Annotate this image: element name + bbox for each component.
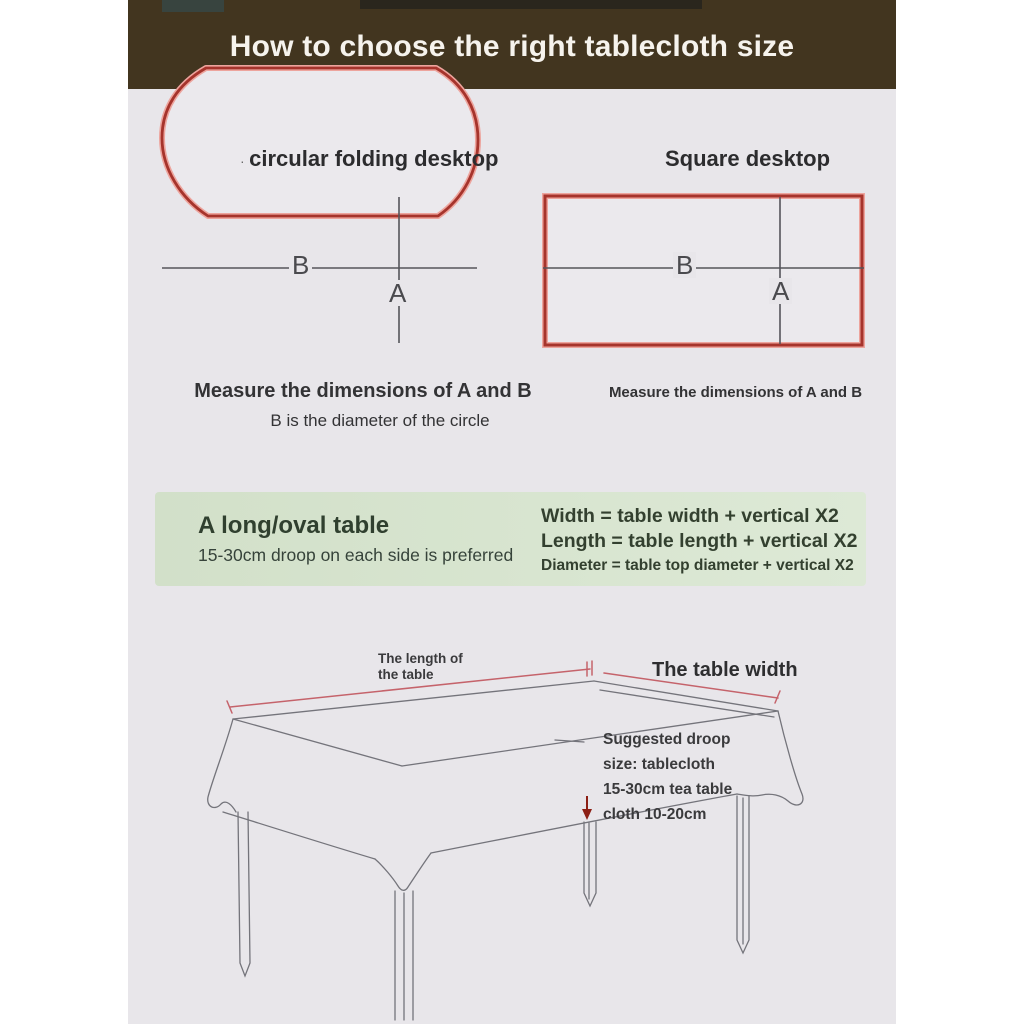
droop-note-line2: size: tablecloth [603, 756, 715, 773]
left-leg [238, 812, 250, 976]
formula-width: Width = table width + vertical X2 [541, 505, 839, 527]
oval-diagram-title-row [240, 146, 499, 172]
formula-length: Length = table length + vertical X2 [541, 530, 858, 552]
square-label-a: A [769, 278, 792, 304]
square-caption: Measure the dimensions of A and B [608, 384, 863, 401]
oval-table-diagram [162, 68, 478, 343]
back-middle-leg [584, 822, 596, 906]
droop-note-line4: cloth 10-20cm [603, 806, 707, 823]
oval-caption-line2: B is the diameter of the circle [270, 411, 490, 430]
formula-diameter: Diameter = table top diameter + vertical X2 [541, 557, 854, 574]
oval-caption-line1: Measure the dimensions of A and B [194, 380, 532, 402]
table-length-label [378, 651, 463, 683]
front-leg [395, 891, 413, 1020]
banner-formula-list [541, 504, 861, 578]
oval-label-a: A [386, 280, 409, 306]
right-leg [737, 796, 749, 953]
oval-diagram-title: circular folding desktop [249, 146, 499, 171]
square-table-diagram [543, 196, 864, 345]
table-length-label-line1: The length of [378, 651, 463, 666]
droop-note [603, 727, 732, 827]
banner-subtitle: 15-30cm droop on each side is preferred [198, 545, 514, 565]
droop-note-line1: Suggested droop [603, 731, 731, 748]
table-length-label-line2: the table [378, 667, 434, 682]
droop-note-line3: 15-30cm tea table [603, 781, 733, 798]
square-diagram-title: Square desktop [665, 146, 831, 171]
page-title: How to choose the right tablecloth size [229, 29, 795, 63]
table-width-label: The table width [652, 659, 798, 681]
infographic-canvas [128, 0, 896, 1024]
oval-label-b: B [289, 252, 312, 278]
droop-arrow-icon [582, 796, 592, 820]
square-label-b: B [673, 252, 696, 278]
banner-title: A long/oval table [198, 512, 390, 539]
formula-banner [155, 492, 866, 586]
title-bullet: · [240, 153, 245, 169]
